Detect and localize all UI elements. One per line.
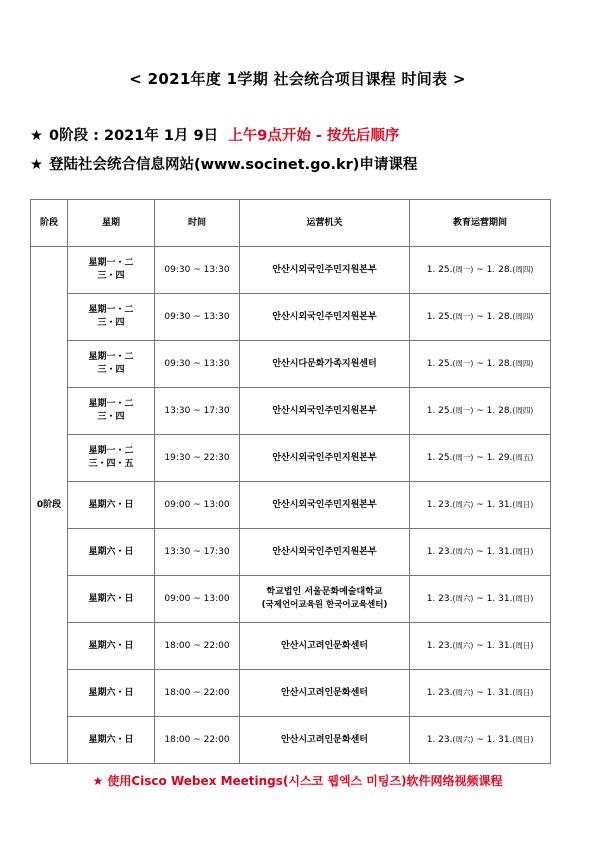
- period-end-weekday: (周五): [512, 453, 534, 462]
- table-row: [31, 529, 551, 576]
- days-line: 星期六・日: [88, 593, 134, 604]
- table-header-row: [31, 200, 551, 247]
- days-cell: [68, 717, 155, 764]
- table-row: [31, 247, 551, 294]
- table-row: [31, 670, 551, 717]
- table-row: [31, 388, 551, 435]
- organization-line: 안산시외국인주민지원본부: [272, 264, 377, 275]
- days-line: 星期一・二: [88, 352, 134, 362]
- period-separator: ~: [476, 688, 484, 698]
- period-end: 1. 31.: [486, 594, 513, 604]
- period-separator: ~: [476, 406, 484, 416]
- period-cell: [410, 623, 551, 670]
- period-end: 1. 31.: [486, 500, 513, 510]
- header-organization: 运营机关: [240, 200, 410, 247]
- period-start-weekday: (周一): [452, 453, 474, 462]
- notice-apply-text: 登陆社会统合信息网站(www.socinet.go.kr)申请课程: [49, 157, 418, 173]
- organization-cell: [240, 247, 410, 294]
- organization-line: 안산시외국인주민지원본부: [272, 452, 377, 463]
- organization-line: 안산시고려인문화센터: [281, 640, 368, 651]
- notice-phase-date: 0阶段 : 2021年 1月 9日: [49, 128, 219, 144]
- notice-phase-highlight: 上午9点开始 - 按先后顺序: [228, 128, 400, 144]
- footer-note: ★ 使用Cisco Webex Meetings(시스코 웹엑스 미팅즈)软件网络视频课程: [92, 774, 503, 788]
- period-cell: [410, 482, 551, 529]
- period-end-weekday: (周日): [512, 641, 534, 650]
- period-end-weekday: (周日): [512, 688, 534, 697]
- days-line: 三・四: [97, 271, 125, 281]
- organization-line: 안산시고려인문화센터: [281, 687, 368, 698]
- organization-line: 안산시다문화가족지원센터: [272, 358, 377, 369]
- period-end: 1. 28.: [486, 359, 513, 369]
- period-start: 1. 23.: [426, 500, 453, 510]
- star-icon: ★: [30, 157, 43, 173]
- period-start-weekday: (周一): [452, 265, 474, 274]
- period-separator: ~: [476, 453, 484, 463]
- period-start: 1. 25.: [426, 359, 453, 369]
- time-cell: 13:30 ~ 17:30: [155, 388, 240, 435]
- table-row: [31, 717, 551, 764]
- time-cell: 18:00 ~ 22:00: [155, 717, 240, 764]
- time-cell: 19:30 ~ 22:30: [155, 435, 240, 482]
- period-cell: [410, 529, 551, 576]
- period-start: 1. 23.: [426, 594, 453, 604]
- days-cell: [68, 529, 155, 576]
- table-row: [31, 435, 551, 482]
- organization-line: 안산시외국인주민지원본부: [272, 311, 377, 322]
- organization-cell: [240, 435, 410, 482]
- period-start: 1. 23.: [426, 688, 453, 698]
- time-cell: 18:00 ~ 22:00: [155, 670, 240, 717]
- days-cell: [68, 435, 155, 482]
- organization-cell: [240, 717, 410, 764]
- period-cell: [410, 717, 551, 764]
- period-start-weekday: (周一): [452, 406, 474, 415]
- header-time: 时间: [155, 200, 240, 247]
- period-end-weekday: (周四): [512, 359, 534, 368]
- period-start: 1. 23.: [426, 735, 453, 745]
- period-cell: [410, 388, 551, 435]
- days-cell: [68, 670, 155, 717]
- period-separator: ~: [476, 265, 484, 275]
- days-line: 星期六・日: [88, 640, 134, 651]
- period-end: 1. 31.: [486, 735, 513, 745]
- days-cell: [68, 576, 155, 623]
- period-end-weekday: (周日): [512, 594, 534, 603]
- period-start: 1. 25.: [426, 265, 453, 275]
- header-period: 教育运营期间: [410, 200, 551, 247]
- days-cell: [68, 388, 155, 435]
- days-cell: [68, 341, 155, 388]
- period-end-weekday: (周日): [512, 735, 534, 744]
- organization-cell: [240, 388, 410, 435]
- period-end: 1. 28.: [486, 265, 513, 275]
- organization-line: 안산시외국인주민지원본부: [272, 405, 377, 416]
- notice-phase-start: [30, 124, 399, 145]
- period-start-weekday: (周六): [452, 641, 474, 650]
- table-row: [31, 576, 551, 623]
- period-end: 1. 31.: [486, 688, 513, 698]
- organization-cell: [240, 529, 410, 576]
- period-cell: [410, 435, 551, 482]
- period-end: 1. 28.: [486, 406, 513, 416]
- period-cell: [410, 294, 551, 341]
- time-cell: 09:00 ~ 13:00: [155, 576, 240, 623]
- period-separator: ~: [476, 500, 484, 510]
- organization-line: (국제언어교육원 한국어교육센터): [261, 600, 388, 610]
- period-start-weekday: (周一): [452, 312, 474, 321]
- period-end: 1. 31.: [486, 641, 513, 651]
- days-line: 星期一・二: [88, 446, 134, 456]
- header-days: 星期: [68, 200, 155, 247]
- organization-cell: [240, 670, 410, 717]
- days-cell: [68, 482, 155, 529]
- schedule-table: [30, 199, 551, 764]
- days-line: 星期一・二: [88, 399, 134, 409]
- days-line: 星期六・日: [88, 734, 134, 745]
- period-start: 1. 25.: [426, 312, 453, 322]
- organization-cell: [240, 294, 410, 341]
- period-start-weekday: (周一): [452, 359, 474, 368]
- days-line: 三・四・五: [88, 459, 134, 469]
- days-line: 星期六・日: [88, 499, 134, 510]
- period-separator: ~: [476, 547, 484, 557]
- period-cell: [410, 670, 551, 717]
- period-separator: ~: [476, 735, 484, 745]
- days-cell: [68, 247, 155, 294]
- period-end-weekday: (周日): [512, 547, 534, 556]
- period-cell: [410, 247, 551, 294]
- period-end-weekday: (周四): [512, 265, 534, 274]
- organization-cell: [240, 482, 410, 529]
- period-cell: [410, 576, 551, 623]
- period-end: 1. 28.: [486, 312, 513, 322]
- period-start-weekday: (周六): [452, 500, 474, 509]
- period-separator: ~: [476, 641, 484, 651]
- time-cell: 09:30 ~ 13:30: [155, 341, 240, 388]
- period-end: 1. 31.: [486, 547, 513, 557]
- period-separator: ~: [476, 594, 484, 604]
- period-start-weekday: (周六): [452, 594, 474, 603]
- days-line: 三・四: [97, 412, 125, 422]
- period-start-weekday: (周六): [452, 735, 474, 744]
- days-line: 星期六・日: [88, 546, 134, 557]
- period-cell: [410, 341, 551, 388]
- organization-line: 안산시외국인주민지원본부: [272, 499, 377, 510]
- period-end-weekday: (周四): [512, 406, 534, 415]
- days-line: 三・四: [97, 318, 125, 328]
- organization-line: 학교법인 서울문화예술대학교: [266, 587, 383, 597]
- period-start-weekday: (周六): [452, 688, 474, 697]
- period-end-weekday: (周四): [512, 312, 534, 321]
- period-start: 1. 23.: [426, 547, 453, 557]
- period-separator: ~: [476, 312, 484, 322]
- time-cell: 09:30 ~ 13:30: [155, 247, 240, 294]
- phase-cell: 0阶段: [31, 247, 68, 764]
- header-phase: 阶段: [31, 200, 68, 247]
- period-end-weekday: (周日): [512, 500, 534, 509]
- period-end: 1. 29.: [486, 453, 513, 463]
- time-cell: 13:30 ~ 17:30: [155, 529, 240, 576]
- time-cell: 18:00 ~ 22:00: [155, 623, 240, 670]
- organization-cell: [240, 341, 410, 388]
- time-cell: 09:00 ~ 13:00: [155, 482, 240, 529]
- period-start: 1. 23.: [426, 641, 453, 651]
- days-cell: [68, 294, 155, 341]
- table-row: [31, 341, 551, 388]
- table-row: [31, 623, 551, 670]
- days-line: 星期六・日: [88, 687, 134, 698]
- organization-line: 안산시고려인문화센터: [281, 734, 368, 745]
- days-cell: [68, 623, 155, 670]
- table-row: [31, 482, 551, 529]
- time-cell: 09:30 ~ 13:30: [155, 294, 240, 341]
- star-icon: ★: [30, 128, 43, 144]
- days-line: 三・四: [97, 365, 125, 375]
- notice-apply: [30, 153, 417, 174]
- organization-line: 안산시외국인주민지원본부: [272, 546, 377, 557]
- table-body: [31, 247, 551, 764]
- days-line: 星期一・二: [88, 258, 134, 268]
- page-title: < 2021年度 1学期 社会统合项目课程 时间表 >: [129, 70, 466, 88]
- organization-cell: [240, 576, 410, 623]
- period-separator: ~: [476, 359, 484, 369]
- table-row: [31, 294, 551, 341]
- period-start: 1. 25.: [426, 453, 453, 463]
- period-start: 1. 25.: [426, 406, 453, 416]
- organization-cell: [240, 623, 410, 670]
- period-start-weekday: (周六): [452, 547, 474, 556]
- days-line: 星期一・二: [88, 305, 134, 315]
